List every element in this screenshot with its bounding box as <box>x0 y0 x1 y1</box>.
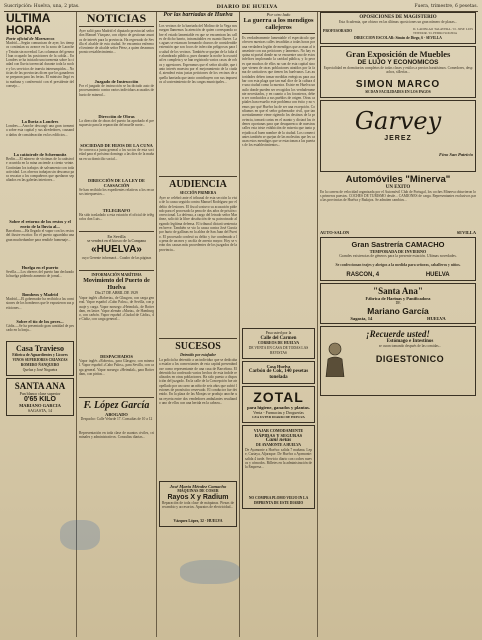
masthead <box>4 3 478 12</box>
article-text: Madrid.—Según comunican de ayer, los tiempos continúan su avance en la zona de Larache y Tetuán sin novedad. Las columnas del general han ocupado las posiciones de la cabila... En Londres se ha iniciado una tormenta sobre la ciudad con lluvia torrencial durante toda la noche y los servicios de tranvía interrumpidos... Noticias de las provincias dicen que los ganaderos se preparan para las ferias. El ministro llegó esta mañana y conferenció con el presidente del consejo... <box>6 41 74 88</box>
ad-santa-ana-pan: SANTA ANA Pan blanco clase superior 0'65 KILO MARIANO GARCIA SAGASTA, 14 <box>6 378 74 416</box>
section-despachados: DESPACHADOS <box>100 354 133 359</box>
headline-sucesos: SUCESOS <box>175 341 221 352</box>
ad-digestonico: ¡Recuerde usted! Estómago e Intestinos se curan tomando después de las comidas... DIGESTONICO <box>320 326 476 396</box>
section-telegrafo: TELEGRAFO <box>102 208 131 213</box>
headline-ultima-hora: ULTIMA HORA <box>6 12 50 37</box>
section-huelga: Huelga en el puerto <box>21 265 59 270</box>
headline-noticias: NOTICIAS <box>86 12 147 25</box>
ad-calle-carmen: Pasa usted por la Calle del Carmen CORREOS DE HUELVA DE VENTA EN CASA DE TODAS LAS REVISTAS <box>242 328 315 359</box>
section-lluvia-londres: La lluvia a Londres <box>21 119 59 124</box>
promo-huelva: «HUELVA» <box>91 244 142 255</box>
masthead-title: DIARIO DE HUELVA <box>216 3 278 10</box>
column-3: Por las barriadas de Huelva Los vecinos de la barriada del Molino de la Vega nos ruegan llamemos la atención de quien corresponda sobre el estado lamentable en que se encuentran las calles de dicho barrio, intransitables en cuanto llueve. Las aguas se estancan formando charcos de considerable extensión que son focos de infección peligrosos para la salud de los vecinos. También se quejan de la falta de alumbrado público, pues durante la noche la oscuridad es completa y se han registrado varios casos de robos y agresiones. Esperamos que el señor alcalde, que tanto interés muestra por el mejoramiento de la ciudad, atenderá estas justas peticiones de los vecinos de aquella barriada que tanto contribuyen con sus impuestos al sostenimiento de las cargas municipales... AUDIENCIA SECCIÓN PRIMERA Ayer se celebró ante el tribunal de esta sección la vista de la causa seguida contra Manuel Rodríguez por el delito de lesiones. El fiscal sostuvo su acusación pidiendo para el procesado la pena de dos años de prisión correccional. La defensa, a cargo del letrado señor Martínez, solicitó la libre absolución de su patrocinado alegando legítima defensa. El tribunal dictará sentencia en breve. También se vio la causa contra José García por hurto de gallinas en la aldea de San Juan del Puerto. El procesado confesó su delito y fue condenado a la pena de un mes y un día de arresto mayor. Hoy se verán dos causas más procedentes de los juzgados de la provincia... SUCESOS Detenido por estafador La policía ha detenido a un individuo que se dedicaba a estafar a los comerciantes de esta capital presentándose como representante de una casa de Barcelona. El detenido ha confesado varios hechos de esta índole realizados en otras poblaciones. Ha sido puesto a disposición del juzgado. En la calle de la Concepción fue atropellado por un carro un niño de seis años que sufrió lesiones de pronóstico reservado. El conductor fue detenido. En la plaza de las Monjas se produjo anoche una reyerta entre dos vendedores ambulantes resultando uno de ellos con una herida en la cabeza... José María Méndez Camacho MÁQUINAS DE COSER Rayos X y Radium Reparación de toda clase de máquinas. Piezas de recambio y accesorios. Aparatos de electricidad... Vázquez López, 32 - HUELVA <box>157 12 240 637</box>
ad-sastreria-camacho: Gran Sastrería CAMACHO TEMPORADA DE INVIERNO Grandes existencias de géneros para la presente estación. Últimas novedades. Se confeccionan trajes y abrigos a la medida para señoras, caballeros y niños. RASCON, 4 HUELVA <box>320 237 476 281</box>
doctor-illustration <box>323 341 347 377</box>
masthead-left: Suscripción: Huelva, una, 2 ptas. <box>4 4 80 9</box>
ink-stain <box>180 560 240 584</box>
section-direccion-obras: Dirección de Obras <box>98 114 135 119</box>
section-bombeos: Bombeos y Madrid <box>22 292 58 297</box>
ad-casa-travieso-title: Casa Travieso <box>16 344 64 353</box>
section-restos: Sobre el retorno de los restos y el envío de la lluvia al... <box>9 219 71 229</box>
ad-oposiciones: OPOSICIONES DE MAGISTERIO Esta Academia, que obtuvo en las últimas oposiciones un gran número de plazas... PROFESORADO D. LADISLAO TALAVERA / D. JOSÉ LUIS TEJEDOR / D. PEDRO SOLEDA DIRECCION ESCOLAR: Simón de Diego, 6 - SEVILLA <box>320 12 476 44</box>
ad-exposicion-muebles: Gran Exposición de Muebles DE LUJO Y ECONOMICOS Especialidad en dormitorios completos de todas clases y estilos a precios baratísimos. Comedores, despachos, sillerías... SIMON MARCO SE DAN FACILIDADES EN LOS PAGOS <box>320 46 476 98</box>
lawyer-name: F. López García <box>83 400 150 411</box>
column-2: NOTICIAS Ayer salió para Madrid el diputado provincial señor don Manuel Vázquez, con objeto de gestionar asuntos de interés para la provincia. Ha regresado de Sevilla el alcalde de esta ciudad. Se encuentra enfermo el teniente de alcalde señor Pérez, a quien deseamos pronto restablecimiento... Juzgado de Instrucción Por el juzgado de instrucción se ha dictado auto de procesamiento contra varios individuos acusados de hurto de mineral... Dirección de Obras La dirección de obras del puerto ha aprobado el presupuesto para la reparación del muelle norte... SOCIEDAD DE HIJOS DE LA CUNA Se convoca a junta general a los socios de esta sociedad para el próximo domingo a las diez de la mañana en su domicilio social... DIRECCIÓN DE LA LEY DE CASSACIÓN Se han recibido los expedientes relativos a los recursos interpuestos... TELEGRAFO Ha sido trasladado a esta estación el oficial de telégrafos don Luis... En Sevilla se venderá en el kiosco de la Campana «HUELVA» cuyo Gerente informará... Cuadro de las páginas INFORMACIÓN MARÍTIMA Movimiento del Puerto de Huelva Día 27 DE ABRIL DE 1929 Vapor inglés «Roberta», de Glasgow, con carga general. Vapor español «Cabo Palos», de Sevilla, con pasaje y carga. Vapor noruego «Heimdal», de Rotterdam, en lastre. Vapor alemán «Marta», de Hamburgo, con carbón. Vapor español «Ciudad de Cádiz», de Cádiz, con carga general... DESPACHADOS Vapor inglés «Roberta», para Glasgow, con mineral. Vapor español «Cabo Palos», para Sevilla, con carga general. Vapor noruego «Heimdal», para Rotterdam, con piritas... F. López García ABOGADO Despacho: Calle Velarde 17. Consultas de 10 a 12 Representación en toda clase de asuntos civiles, criminales y administrativos. Consultas diarias... <box>77 12 157 637</box>
section-hijos-cuna: SOCIEDAD DE HIJOS DE LA CUNA <box>80 143 153 148</box>
headline-movimiento-puerto: Movimiento del Puerto de Huelva <box>83 278 150 291</box>
column-4: Por otro lado La guerra a los mendigos callejeros Es verdaderamente lamentable el espectáculo que ofrecen nuestras calles invadidas a todas horas por una verdadera legión de mendigos que acosan al transeúnte con sus peticiones y lamentos. No hay esquina ni portal donde no se encuentre uno de estos infelices implorando la caridad pública, y lo peor es que muchos de ellos no son de esta capital sino que vienen de otras poblaciones atraídos por la fama de caritativos que tienen los huelvanos. Las autoridades deben tomar medidas enérgicas para acabar con esta plaga que tan mal dice de la cultura de una ciudad como la nuestra. Existe en Huelva un asilo donde pueden ser recogidos los verdaderamente necesitados, y en cuanto a los forasteros, deben ser conducidos a sus pueblos de origen. Otras capitales han resuelto este problema con éxito y no vemos por qué Huelva ha de ser una excepción. Confiamos en que el señor gobernador civil, que tan acertadamente viene rigiendo los destinos de la provincia, tomará cartas en el asunto y dictará las órdenes oportunas para que desaparezca de nuestras calles esta triste exhibición de miseria que tanto perjudica al buen nombre de la ciudad. Los comerciantes también se quejan de las molestias que les causan estos mendigos que se estacionan a las puertas de los establecimientos... Pasa usted por la Calle del Carmen CORREOS DE HUELVA DE VENTA EN CASA DE TODAS LAS REVISTAS Casa Huelva Carbón de Cok, 140 pesetas tonelada ZOTAL para higiene, ganados y plantas. Venta - Farmacias y Droguerías LEA USTED DIARIO DE HUELVA VIAJAR COMODAMENTE RÁPIDAS Y SEGURAS Cami netas DE AYAMONTE A HUELVA De Ayamonte a Huelva: salida 7 mañana. Lepe, Cartaya, Aljaraque. De Huelva a Ayamonte: salida 4 tarde. Servicio diario con coches nuevos y cómodos. Billetes en la administración de la Empresa... NO COMPRA PLOMO VIEJO IN LA IMPRENTA DE ESTE DIARIO <box>240 12 318 637</box>
headline-barriadas: Por las barriadas de Huelva <box>163 12 233 18</box>
ad-casa-travieso: Casa Travieso Fábrica de Aguardientes y Licores VINOS SUPERIORES CRIANZAS ROMERO ÑANQUERO Queluz y José Nogueira <box>6 341 74 376</box>
section-cassacion: DIRECCIÓN DE LA LEY DE CASSACIÓN <box>88 178 145 188</box>
ad-jose-maria-mendez: José María Méndez Camacho MÁQUINAS DE COSER Rayos X y Radium Reparación de toda clase de máquinas. Piezas de recambio y accesorios. Aparatos de electricidad... Vázquez López, 32 - HUELVA <box>159 481 237 527</box>
section-juzgado: Juzgado de Instrucción <box>94 79 139 84</box>
simon-marco: SIMON MARCO <box>355 78 441 90</box>
ad-santa-ana-harinas: "Santa Ana" Fábrica de Harinas y Panificadora DE Mariano García Sagasta, 14 HUELVA <box>320 283 476 324</box>
ad-garvey: Garvey JEREZ Fino San Patricio <box>320 100 476 172</box>
headline-audiencia: AUDIENCIA <box>169 179 227 190</box>
garvey-logo: Garvey <box>354 106 442 135</box>
ad-zotal: ZOTAL para higiene, ganados y plantas. Venta - Farmacias y Droguerías LEA USTED DIARIO DE HUELVA <box>242 386 315 423</box>
ad-camionetas: VIAJAR COMODAMENTE RÁPIDAS Y SEGURAS Cami netas DE AYAMONTE A HUELVA De Ayamonte a Huelva: salida 7 mañana. Lepe, Cartaya, Aljaraque. De Huelva a Ayamonte: salida 4 tarde. Servicio diario con coches nuevos y cómodos. Billetes en la administración de la Empresa... NO COMPRA PLOMO VIEJO IN LA IMPRENTA DE ESTE DIARIO <box>242 425 315 509</box>
masthead-right: Fuera, trimestre, 6 pesetas. <box>414 4 478 9</box>
column-1: ULTIMA HORA Parte oficial de Marruecos Madrid.—Según comunican de ayer, los tiempos continúan su avance en la zona de Larache y Tetuán sin novedad. Las columnas del general han ocupado las posiciones de la cabila... En Londres se ha iniciado una tormenta sobre la ciudad con lluvia torrencial durante toda la noche y los servicios de tranvía interrumpidos... Noticias de las provincias dicen que los ganaderos se preparan para las ferias. El ministro llegó esta mañana y conferenció con el presidente del consejo... La lluvia a Londres Londres.—Anoche descargó una gran tormenta sobre esta capital y sus alrededores, causando daños de consideración en los edificios... La catástrofe de Scheemnitz Berlín.—El número de víctimas de la catástrofe ocurrida en la mina asciende a ciento veinte. Continúan los trabajos de salvamento con toda actividad. Los obreros trabajan sin descanso para rescatar a los compañeros que quedaron sepultados en las galerías interiores... Sobre el retorno de los restos y el envío de la lluvia al... Barcelona.—Ha llegado el vapor con los restos del ilustre escritor. En el puerto aguardaba una gran muchedumbre para rendirle homenaje... Huelga en el puerto Sevilla.—Los obreros del puerto han declarado la huelga pidiendo aumento de jornal... Bombeos y Madrid Madrid.—El gobernador ha recibido a las comisiones de los bomberos que le expusieron sus peticiones... Sobre el tío de los peces... Cádiz.—Se ha presentado gran cantidad de pescado en la lonja... Casa Travieso Fábrica de Aguardientes y Licores VINOS SUPERIORES CRIANZAS ROMERO ÑANQUERO Queluz y José Nogueira SANTA ANA Pan blanco clase superior 0'65 KILO MARIANO GARCIA SAGASTA, 14 <box>4 12 77 637</box>
column-5 <box>318 12 478 637</box>
ad-minerva: Automóviles "Minerva" UN EXITO En la carrera de velocidad organizada por el Automóvil Club de Portugal, los coches Minerva obtuvieron los primeros puestos. COCHES DE TURISMO desde... CAMIONES de carga. Representantes exclusivos para las provincias de Huelva y Badajoz. Se admiten cambios... AUTO-SALON SEVILLA <box>320 173 476 235</box>
section-catastrofe: La catástrofe de Scheemnitz <box>13 152 67 157</box>
headline-mendigos: La guerra a los mendigos callejeros <box>243 17 314 31</box>
ink-stain <box>60 520 100 550</box>
ad-carbon-cok: Casa Huelva Carbón de Cok, 140 pesetas tonelada <box>242 361 315 384</box>
digestonico-brand: DIGESTONICO <box>375 353 445 364</box>
zotal-title: ZOTAL <box>253 389 304 405</box>
section-peces: Sobre el tío de los peces... <box>16 319 64 324</box>
subhead-marruecos: Parte oficial de Marruecos <box>6 36 55 41</box>
